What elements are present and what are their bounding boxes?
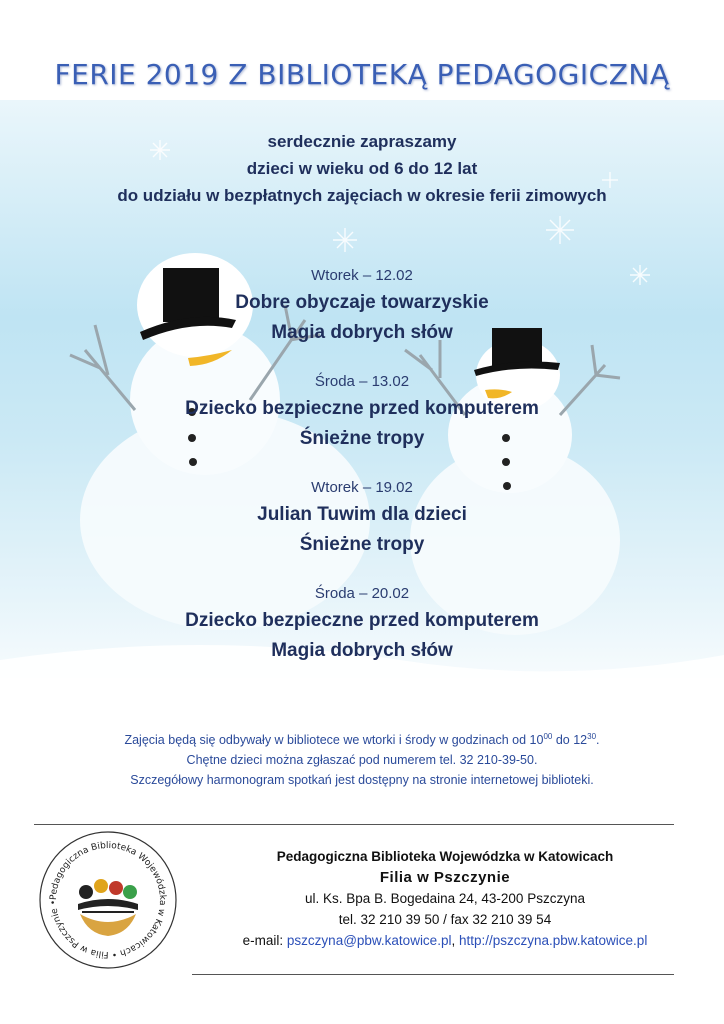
intro-line-2: dzieci w wieku od 6 do 12 lat (246, 159, 478, 178)
bottom-divider (192, 974, 674, 975)
schedule-day (0, 370, 724, 454)
page-title: FERIE 2019 Z BIBLIOTEKĄ PEDAGOGICZNĄ (54, 58, 670, 91)
intro-line-1: serdecznie zapraszamy (267, 132, 457, 151)
schedule-day (0, 476, 724, 560)
logo-ring-text: Pedagogiczna Biblioteka Wojewódzka w Katowicach • Filia w Pszczynie • (48, 840, 168, 960)
schedule-activity: Magia dobrych słów (271, 322, 453, 343)
organization-name: Pedagogiczna Biblioteka Wojewódzka w Katowicach (276, 849, 614, 864)
schedule-day (0, 582, 724, 666)
contact-links (190, 930, 700, 951)
schedule-activity: Julian Tuwim dla dzieci (257, 504, 467, 525)
email-link[interactable]: pszczyna@pbw.katowice.pl (286, 933, 452, 948)
notes-hours: Zajęcia będą się odbywały w bibliotece we wtorki i środy w godzinach od $10^{00}$ do $12^{30}$. (124, 732, 600, 748)
schedule-day (0, 264, 724, 348)
library-logo (38, 830, 178, 970)
notes (0, 727, 724, 790)
schedule (0, 264, 724, 688)
contact-block (190, 846, 700, 951)
schedule-date: Wtorek – 12.02 (311, 267, 413, 284)
notes-registration: Chętne dzieci można zgłaszać pod numerem tel. 32 210-39-50. (186, 753, 538, 768)
schedule-activity: Dziecko bezpieczne przed komputerem (185, 398, 539, 419)
schedule-activity: Dobre obyczaje towarzyskie (235, 292, 489, 313)
schedule-date: Środa – 13.02 (314, 373, 410, 390)
schedule-activity: Śnieżne tropy (299, 428, 425, 449)
notes-schedule-info: Szczegółowy harmonogram spotkań jest dostępny na stronie internetowej biblioteki. (130, 773, 594, 788)
phone: tel. 32 210 39 50 / fax 32 210 39 54 (338, 912, 552, 927)
schedule-date: Wtorek – 19.02 (311, 479, 413, 496)
link-separator: , (451, 933, 459, 948)
address: ul. Ks. Bpa B. Bogedaina 24, 43-200 Pszczyna (305, 891, 585, 906)
schedule-activity: Śnieżne tropy (299, 534, 425, 555)
email-label: e-mail: (242, 933, 287, 948)
branch-name: Filia w Pszczynie (379, 869, 511, 886)
schedule-activity: Magia dobrych słów (271, 640, 453, 661)
intro-text (0, 128, 724, 209)
schedule-date: Środa – 20.02 (314, 585, 410, 602)
website-link[interactable]: http://pszczyna.pbw.katowice.pl (458, 933, 648, 948)
top-divider (34, 824, 674, 825)
schedule-activity: Dziecko bezpieczne przed komputerem (185, 610, 539, 631)
intro-line-3: do udziału w bezpłatnych zajęciach w okresie ferii zimowych (117, 186, 607, 205)
